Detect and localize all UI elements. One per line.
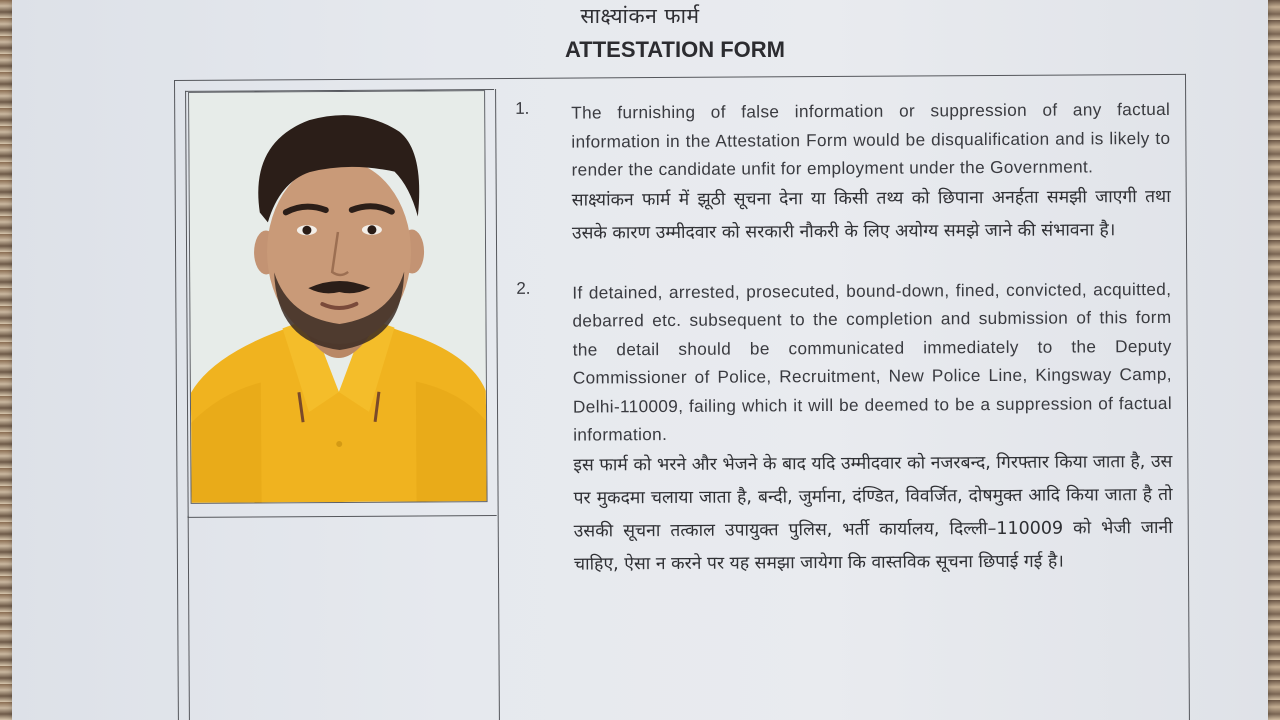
item-number: 1.	[515, 98, 530, 118]
instruction-text-english: If detained, arrested, prosecuted, bound-down, fined, convicted, acquitted, debarred etc. subsequent to the completion and submission of this form the detail should be communicated immediately to the Deputy Commissioner of Police, Recruitment, New Police Line, Kingsway Camp, Delhi-110009, failing which it will be deemed to be a suppression of factual information.	[572, 278, 1173, 445]
instruction-text-english: The furnishing of false information or suppression of any factual information in the Attestation Form would be disqualification and is likely to render the candidate unfit for employment under the Government.	[571, 98, 1171, 180]
instruction-text-hindi: इस फार्म को भरने और भेजने के बाद यदि उम्मीदवार को नजरबन्द, गिरफ्तार किया जाता है, उस पर मुकदमा चलाया जाता है, बन्दी, जुर्माना, दंण्डित, विवर्जित, दोषमुक्त आदि किया जाता है तो उसकी सूचना तत्काल उपायुक्त पुलिस, भर्ती कार्यालय, दिल्ली–110009 को भेजी जानी चाहिए, ऐसा न करने पर यह समझा जायेगा कि वास्तविक सूचना छिपाई गई है।	[573, 451, 1173, 575]
instruction-item	[515, 95, 1171, 250]
form-title-hindi: साक्ष्यांकन फार्म	[580, 4, 700, 28]
form-sheet	[12, 0, 1268, 720]
passport-photo	[188, 90, 488, 504]
item-number: 2.	[516, 278, 531, 298]
instructions-list	[515, 95, 1173, 581]
instruction-item	[516, 274, 1173, 581]
form-title-english: ATTESTATION FORM	[565, 37, 785, 62]
instruction-text-hindi: साक्ष्यांकन फार्म में झूठी सूचना देना या किसी तथ्य को छिपाना अनर्हता समझी जाएगी तथा उसके कारण उम्मीदवार को सरकारी नौकरी के लिए अयोग्य समझे जाने की संभावना है।	[571, 186, 1171, 244]
photo-column-border	[188, 516, 190, 720]
photo-icon	[189, 91, 486, 503]
form-table	[174, 74, 1190, 720]
